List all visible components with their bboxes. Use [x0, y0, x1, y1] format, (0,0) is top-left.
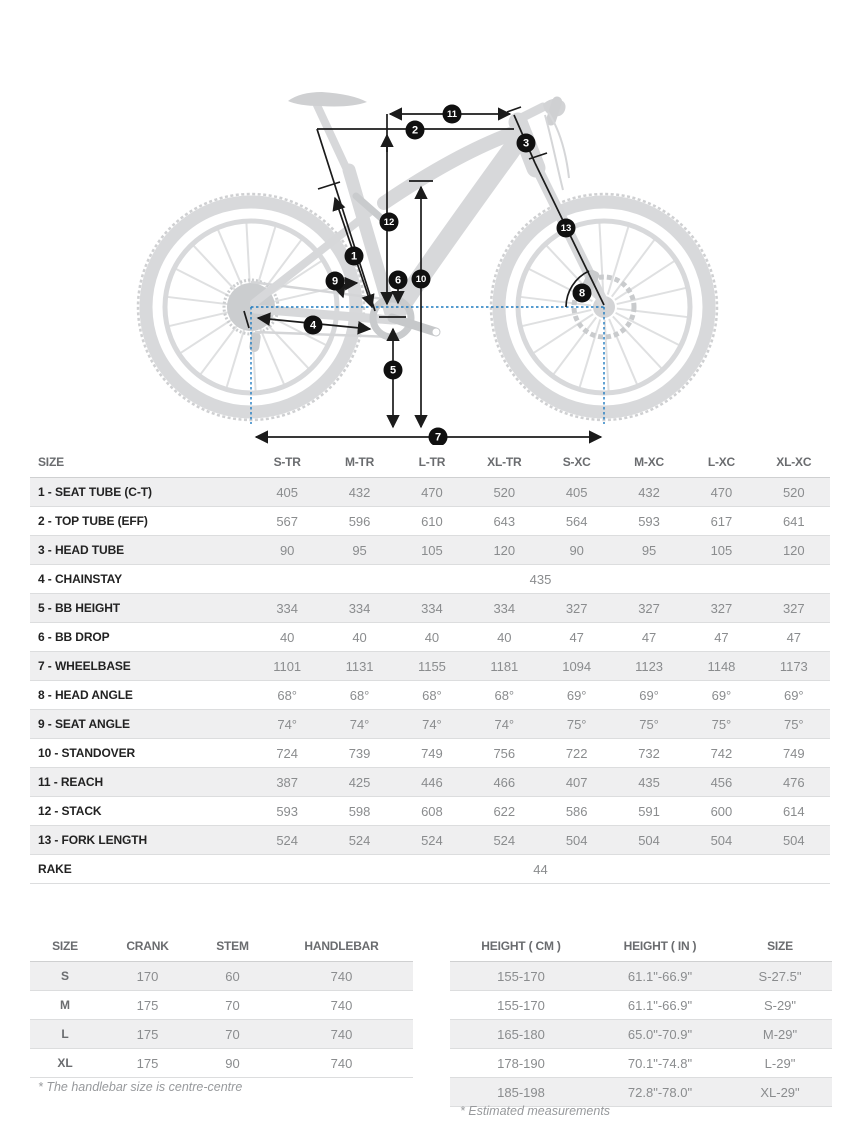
cell-value: 95 — [613, 536, 685, 565]
cell-value: 75° — [685, 710, 757, 739]
cell-value: 724 — [251, 739, 323, 768]
svg-text:2: 2 — [411, 124, 419, 137]
measurement-badge-10 — [412, 270, 431, 289]
measurement-badge-5 — [384, 361, 403, 380]
cell-value: 65.0"-70.9" — [592, 1020, 728, 1049]
row-label: 11 - REACH — [30, 768, 251, 797]
cell-value: 1181 — [468, 652, 540, 681]
wheel-spoke — [599, 223, 603, 294]
cell-value: 69° — [613, 681, 685, 710]
geometry-diagram-svg — [0, 0, 858, 445]
row-label: 9 - SEAT ANGLE — [30, 710, 251, 739]
cell-value: M-29" — [728, 1020, 832, 1049]
bike-geometry-diagram — [0, 0, 858, 445]
row-label: 8 - HEAD ANGLE — [30, 681, 251, 710]
cell-value: 564 — [541, 507, 613, 536]
cell-value: 435 — [251, 565, 830, 594]
cell-value: 175 — [100, 1049, 195, 1078]
cell-value: 44 — [251, 855, 830, 884]
svg-text:7: 7 — [434, 431, 442, 444]
cell-value: 40 — [251, 623, 323, 652]
cell-value: 334 — [323, 594, 395, 623]
cell-value: 504 — [541, 826, 613, 855]
cell-value: S-27.5" — [728, 962, 832, 991]
column-header: STEM — [195, 930, 270, 962]
cell-value: 591 — [613, 797, 685, 826]
table-row — [30, 478, 830, 507]
svg-text:6: 6 — [394, 274, 402, 287]
cell-value: 504 — [613, 826, 685, 855]
cell-value: 722 — [541, 739, 613, 768]
svg-text:13: 13 — [560, 223, 572, 234]
cell-value: 185-198 — [450, 1078, 592, 1107]
cell-value: 432 — [323, 478, 395, 507]
table-row — [30, 507, 830, 536]
components-table — [30, 930, 413, 1078]
svg-text:1: 1 — [350, 250, 358, 263]
cell-value: 732 — [613, 739, 685, 768]
column-header: L-XC — [685, 446, 757, 478]
cell-value: XL-29" — [728, 1078, 832, 1107]
pedal-eye — [433, 329, 440, 336]
measurement-badge-2 — [406, 121, 425, 140]
column-header: M-XC — [613, 446, 685, 478]
cell-value: 742 — [685, 739, 757, 768]
row-label: 2 - TOP TUBE (EFF) — [30, 507, 251, 536]
cell-value: 1094 — [541, 652, 613, 681]
row-label: 6 - BB DROP — [30, 623, 251, 652]
cell-value: S-29" — [728, 991, 832, 1020]
cell-value: 60 — [195, 962, 270, 991]
seat-tube-top-tick — [318, 182, 340, 189]
cell-value: 425 — [323, 768, 395, 797]
row-label: 10 - STANDOVER — [30, 739, 251, 768]
cell-value: 567 — [251, 507, 323, 536]
cell-value: L — [30, 1020, 100, 1049]
svg-text:10: 10 — [415, 274, 427, 285]
column-header: XL-XC — [758, 446, 830, 478]
cell-value: XL — [30, 1049, 100, 1078]
table-row — [30, 797, 830, 826]
table-row — [450, 1020, 832, 1049]
svg-text:3: 3 — [522, 137, 530, 150]
cell-value: 504 — [758, 826, 830, 855]
cell-value: 47 — [541, 623, 613, 652]
table-row — [30, 594, 830, 623]
cell-value: 69° — [541, 681, 613, 710]
table-row — [30, 962, 413, 991]
saddle-icon — [288, 92, 367, 107]
cell-value: 75° — [541, 710, 613, 739]
cell-value: 327 — [685, 594, 757, 623]
cell-value: S — [30, 962, 100, 991]
cell-value: 334 — [251, 594, 323, 623]
measurement-badge-12 — [380, 213, 399, 232]
row-label: 13 - FORK LENGTH — [30, 826, 251, 855]
cell-value: 72.8"-78.0" — [592, 1078, 728, 1107]
rider-sizing-table — [450, 930, 832, 1107]
cell-value: 61.1"-66.9" — [592, 991, 728, 1020]
svg-text:4: 4 — [309, 319, 317, 332]
table-row — [30, 739, 830, 768]
cell-value: 69° — [758, 681, 830, 710]
cell-value: 617 — [685, 507, 757, 536]
column-header: SIZE — [30, 446, 251, 478]
measurement-badge-3 — [517, 134, 536, 153]
cell-value: 68° — [396, 681, 468, 710]
cell-value: 1131 — [323, 652, 395, 681]
table-row — [30, 991, 413, 1020]
geometry-table — [30, 446, 830, 884]
column-header: HEIGHT ( CM ) — [450, 930, 592, 962]
row-label: 12 - STACK — [30, 797, 251, 826]
svg-text:5: 5 — [389, 364, 397, 377]
measurement-badge-4 — [304, 316, 323, 335]
column-header: M-TR — [323, 446, 395, 478]
row-label: 5 - BB HEIGHT — [30, 594, 251, 623]
cell-value: 740 — [270, 991, 413, 1020]
cell-value: M — [30, 991, 100, 1020]
cell-value: 641 — [758, 507, 830, 536]
cell-value: 524 — [323, 826, 395, 855]
cell-value: 614 — [758, 797, 830, 826]
cell-value: 756 — [468, 739, 540, 768]
cell-value: 47 — [758, 623, 830, 652]
svg-text:12: 12 — [383, 217, 395, 228]
column-header: CRANK — [100, 930, 195, 962]
cell-value: 40 — [323, 623, 395, 652]
wheel-spoke — [617, 309, 687, 317]
head-tube-top-tick — [507, 107, 521, 112]
cell-value: 47 — [613, 623, 685, 652]
sizing-footnote: * Estimated measurements — [460, 1104, 611, 1118]
table-row — [30, 623, 830, 652]
row-label: 7 - WHEELBASE — [30, 652, 251, 681]
cell-value: 90 — [195, 1049, 270, 1078]
cell-value: 740 — [270, 1020, 413, 1049]
cell-value: 643 — [468, 507, 540, 536]
measurement-badge-1 — [345, 247, 364, 266]
cell-value: 105 — [685, 536, 757, 565]
measurement-badge-9 — [326, 272, 345, 291]
row-label: 3 - HEAD TUBE — [30, 536, 251, 565]
table-row — [30, 710, 830, 739]
cell-value: 524 — [396, 826, 468, 855]
cell-value: 435 — [613, 768, 685, 797]
cell-value: 520 — [468, 478, 540, 507]
cell-value: 170 — [100, 962, 195, 991]
cell-value: 69° — [685, 681, 757, 710]
cell-value: 456 — [685, 768, 757, 797]
cell-value: 175 — [100, 1020, 195, 1049]
cell-value: 178-190 — [450, 1049, 592, 1078]
table-row — [450, 962, 832, 991]
cell-value: 327 — [541, 594, 613, 623]
table-row — [450, 1049, 832, 1078]
cell-value: 40 — [468, 623, 540, 652]
cell-value: 432 — [613, 478, 685, 507]
cell-value: 1123 — [613, 652, 685, 681]
column-header: S-TR — [251, 446, 323, 478]
cell-value: 470 — [396, 478, 468, 507]
cell-value: 749 — [396, 739, 468, 768]
row-label: RAKE — [30, 855, 251, 884]
cell-value: 1173 — [758, 652, 830, 681]
cell-value: 387 — [251, 768, 323, 797]
cell-value: 610 — [396, 507, 468, 536]
cell-value: 70 — [195, 991, 270, 1020]
cell-value: 1148 — [685, 652, 757, 681]
cell-value: 593 — [251, 797, 323, 826]
cell-value: 740 — [270, 962, 413, 991]
cell-value: 155-170 — [450, 991, 592, 1020]
column-header: HANDLEBAR — [270, 930, 413, 962]
table-row — [30, 768, 830, 797]
cell-value: 40 — [396, 623, 468, 652]
table-row — [30, 1020, 413, 1049]
column-header: L-TR — [396, 446, 468, 478]
column-header: SIZE — [30, 930, 100, 962]
cell-value: 68° — [251, 681, 323, 710]
svg-text:8: 8 — [578, 287, 586, 300]
measurement-badge-7 — [429, 428, 448, 446]
svg-text:11: 11 — [446, 109, 458, 120]
cell-value: 407 — [541, 768, 613, 797]
cell-value: 327 — [613, 594, 685, 623]
cell-value: 155-170 — [450, 962, 592, 991]
cell-value: 70.1"-74.8" — [592, 1049, 728, 1078]
cell-value: 739 — [323, 739, 395, 768]
cell-value: 74° — [323, 710, 395, 739]
cell-value: 524 — [468, 826, 540, 855]
cell-value: 520 — [758, 478, 830, 507]
cell-value: 608 — [396, 797, 468, 826]
cell-value: 75° — [613, 710, 685, 739]
cell-value: 446 — [396, 768, 468, 797]
wheel-spoke — [580, 319, 601, 387]
svg-text:9: 9 — [331, 275, 339, 288]
cell-value: 105 — [396, 536, 468, 565]
measurement-badge-6 — [389, 271, 408, 290]
cell-value: 740 — [270, 1049, 413, 1078]
cell-value: 504 — [685, 826, 757, 855]
table-row — [30, 826, 830, 855]
cell-value: 95 — [323, 536, 395, 565]
cell-value: 61.1"-66.9" — [592, 962, 728, 991]
table-row — [30, 565, 830, 594]
cell-value: 596 — [323, 507, 395, 536]
cell-value: 75° — [758, 710, 830, 739]
cell-value: 1101 — [251, 652, 323, 681]
table-row — [30, 855, 830, 884]
table-row — [30, 681, 830, 710]
cell-value: 90 — [251, 536, 323, 565]
row-label: 1 - SEAT TUBE (C-T) — [30, 478, 251, 507]
cell-value: 68° — [468, 681, 540, 710]
table-row — [30, 536, 830, 565]
cell-value: 476 — [758, 768, 830, 797]
table-row — [450, 1078, 832, 1107]
cell-value: 470 — [685, 478, 757, 507]
column-header: S-XC — [541, 446, 613, 478]
cell-value: 598 — [323, 797, 395, 826]
cell-value: 68° — [323, 681, 395, 710]
cell-value: 586 — [541, 797, 613, 826]
row-label: 4 - CHAINSTAY — [30, 565, 251, 594]
cell-value: 70 — [195, 1020, 270, 1049]
table-row — [30, 652, 830, 681]
table-row — [30, 1049, 413, 1078]
cell-value: 120 — [758, 536, 830, 565]
table-row — [450, 991, 832, 1020]
column-header: XL-TR — [468, 446, 540, 478]
cell-value: 47 — [685, 623, 757, 652]
cell-value: 405 — [251, 478, 323, 507]
wheel-spoke — [605, 320, 609, 391]
cell-value: 593 — [613, 507, 685, 536]
cell-value: 622 — [468, 797, 540, 826]
cell-value: 1155 — [396, 652, 468, 681]
cell-value: 405 — [541, 478, 613, 507]
cell-value: 600 — [685, 797, 757, 826]
cell-value: 74° — [468, 710, 540, 739]
column-header: SIZE — [728, 930, 832, 962]
cell-value: 466 — [468, 768, 540, 797]
cell-value: 327 — [758, 594, 830, 623]
cell-value: 90 — [541, 536, 613, 565]
cell-value: L-29" — [728, 1049, 832, 1078]
measurement-badge-8 — [573, 284, 592, 303]
cell-value: 74° — [251, 710, 323, 739]
cell-value: 74° — [396, 710, 468, 739]
cell-value: 524 — [251, 826, 323, 855]
handlebar-footnote: * The handlebar size is centre-centre — [38, 1080, 243, 1094]
cell-value: 749 — [758, 739, 830, 768]
cell-value: 165-180 — [450, 1020, 592, 1049]
column-header: HEIGHT ( IN ) — [592, 930, 728, 962]
measurement-badge-11 — [443, 105, 462, 124]
bike-silhouette-icon — [138, 92, 717, 420]
cell-value: 334 — [396, 594, 468, 623]
cell-value: 120 — [468, 536, 540, 565]
cell-value: 334 — [468, 594, 540, 623]
measurement-badge-13 — [557, 219, 576, 238]
cell-value: 175 — [100, 991, 195, 1020]
